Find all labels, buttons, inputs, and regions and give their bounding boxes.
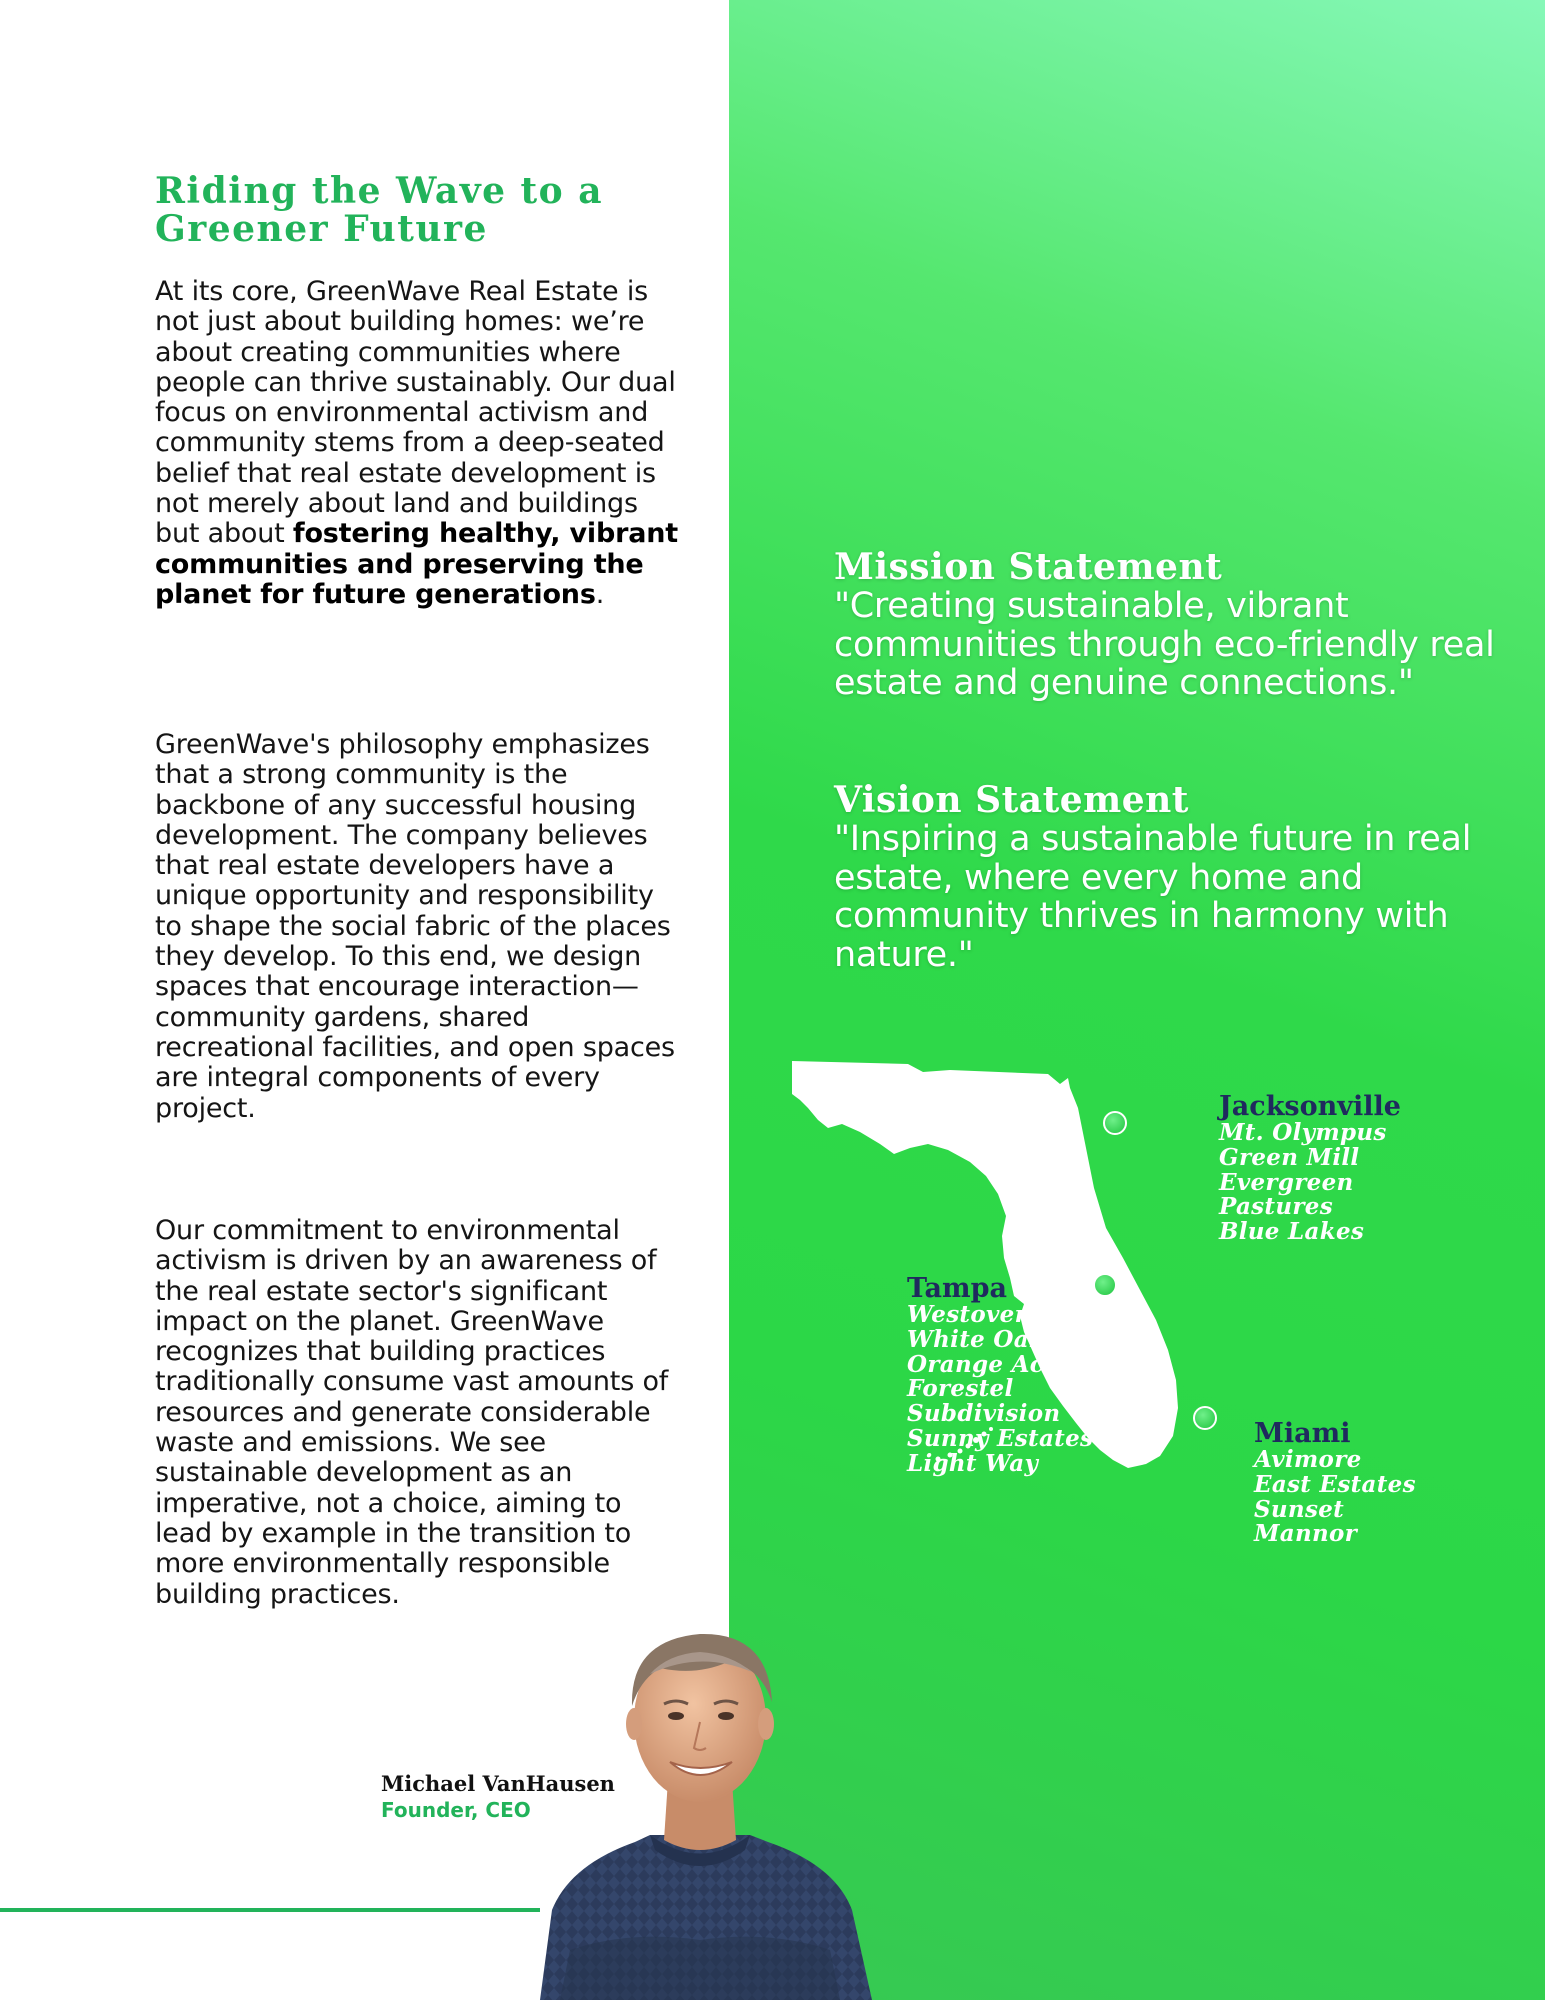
community-item: Blue Lakes bbox=[1219, 1218, 1365, 1246]
ceo-portrait bbox=[500, 1610, 900, 2000]
city-name: Miami bbox=[1254, 1418, 1351, 1449]
community-item: Green Mill bbox=[1219, 1143, 1360, 1171]
community-list bbox=[1219, 1121, 1401, 1245]
city-name: Tampa bbox=[907, 1273, 1007, 1304]
philosophy-paragraph: GreenWave's philosophy emphasizes that a strong community is the backbone of any successful housing development. The company believes that real estate developers have a unique opportunity and responsibility to shape the social fabric of the places they develop. To this end, we design spaces that encourage interaction—community gardens, shared recreational facilities, and open spaces are integral components of every project. bbox=[155, 729, 675, 1124]
community-item: Pastures bbox=[1219, 1193, 1333, 1221]
ceo-name: Michael VanHausen bbox=[381, 1771, 615, 1796]
miami-pin-icon bbox=[1193, 1406, 1217, 1430]
divider bbox=[0, 1908, 540, 1912]
intro-text: At its core, GreenWave Real Estate is not just about building homes: we’re about creating communities where people can thrive sustainably. Our dual focus on environmental activism and community stems from a deep-seated belief that real estate development is not merely about land and buildings but about bbox=[155, 276, 676, 550]
page-headline: Riding the Wave to a Greener Future bbox=[155, 170, 604, 250]
vision-statement bbox=[834, 780, 1514, 974]
ceo-title: Founder, CEO bbox=[381, 1798, 531, 1822]
community-item: Sunset bbox=[1254, 1495, 1345, 1523]
ceo-photo bbox=[500, 1610, 900, 2000]
community-item: Subdivision bbox=[907, 1400, 1061, 1428]
mission-text: "Creating sustainable, vibrant communities through eco-friendly real estate and genuine connections." bbox=[834, 586, 1495, 703]
mission-title: Mission Statement bbox=[834, 546, 1223, 588]
community-item: Mannor bbox=[1254, 1520, 1358, 1548]
mission-statement bbox=[834, 547, 1514, 703]
community-item: Orange Acres bbox=[907, 1350, 1085, 1378]
community-list bbox=[1254, 1448, 1416, 1547]
intro-emphasis: fostering healthy, vibrant communities and preserving the planet for future generations bbox=[155, 518, 678, 610]
community-item: Westover bbox=[907, 1301, 1028, 1328]
city-name: Jacksonville bbox=[1219, 1091, 1401, 1122]
intro-period: . bbox=[595, 578, 605, 610]
vision-text: "Inspiring a sustainable future in real estate, where every home and community thrives in harmony with nature." bbox=[834, 819, 1472, 975]
community-item: White Oaks bbox=[907, 1325, 1059, 1353]
community-item: Sunny Estates bbox=[907, 1424, 1094, 1452]
community-item: East Estates bbox=[1254, 1470, 1416, 1498]
city-tampa bbox=[907, 1275, 1093, 1477]
commitment-paragraph: Our commitment to environmental activism is driven by an awareness of the real estate sector's significant impact on the planet. GreenWave recognizes that building practices traditionally consume vast amounts of resources and generate considerable waste and emissions. We see sustainable development as an imperative, not a choice, aiming to lead by example in the transition to more environmentally responsible building practices. bbox=[155, 1215, 669, 1610]
community-list bbox=[907, 1303, 1093, 1477]
community-item: Mt. Olympus bbox=[1219, 1119, 1387, 1146]
jacksonville-pin-icon bbox=[1103, 1111, 1127, 1135]
community-item: Forestel bbox=[907, 1375, 1014, 1403]
city-jacksonville bbox=[1219, 1093, 1401, 1245]
community-item: Evergreen bbox=[1219, 1168, 1354, 1196]
tampa-pin-icon bbox=[1093, 1273, 1117, 1297]
intro-paragraph bbox=[155, 277, 685, 610]
vision-title: Vision Statement bbox=[834, 779, 1189, 821]
community-item: Light Way bbox=[907, 1449, 1039, 1477]
city-miami bbox=[1254, 1420, 1416, 1547]
community-item: Avimore bbox=[1254, 1446, 1362, 1473]
